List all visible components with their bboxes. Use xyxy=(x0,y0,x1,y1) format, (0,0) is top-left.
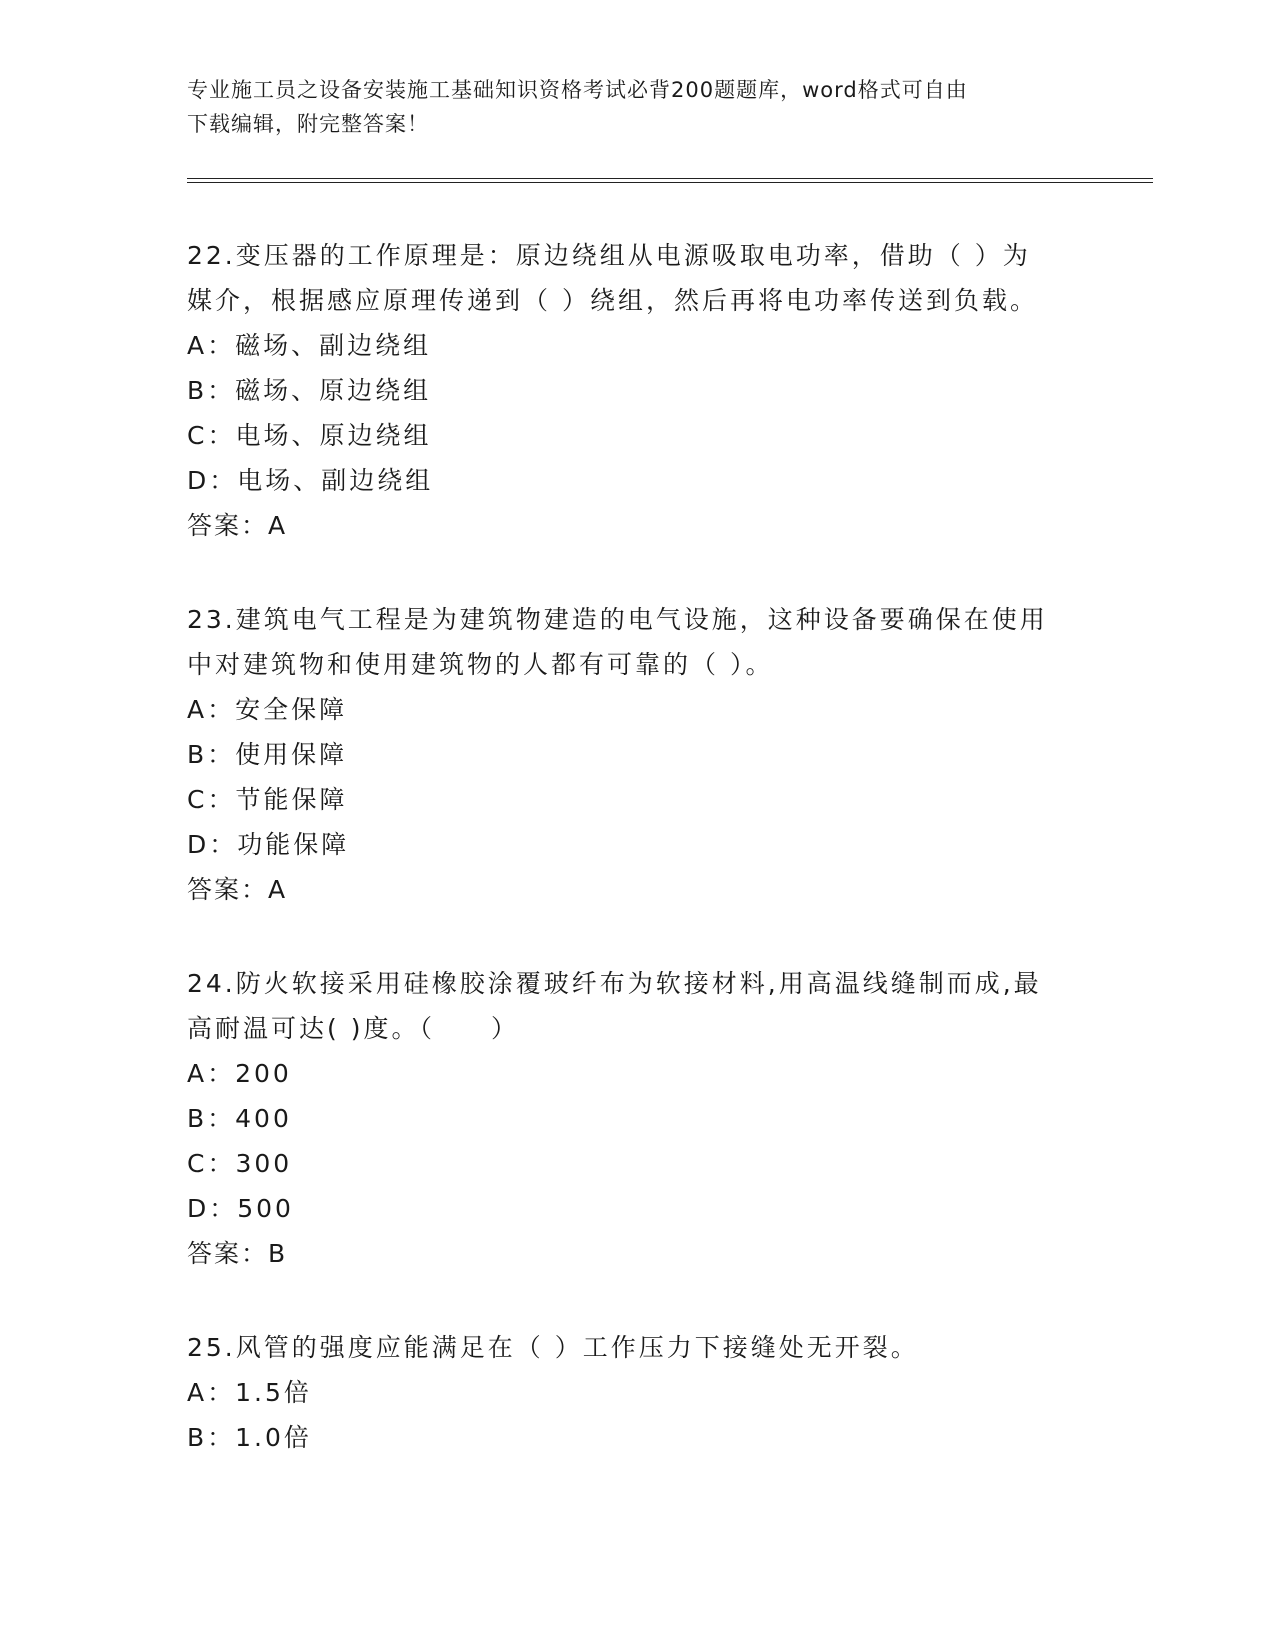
option-a: A：200 xyxy=(187,1059,292,1088)
question-text-line-1: 24.防火软接采用硅橡胶涂覆玻纤布为软接材料,用高温线缝制而成,最 xyxy=(187,969,1042,998)
option-b: B：1.0倍 xyxy=(187,1423,312,1452)
option-b: B：400 xyxy=(187,1104,292,1133)
option-c: C：300 xyxy=(187,1149,293,1178)
document-header xyxy=(187,73,1067,141)
question-text-line-2: 中对建筑物和使用建筑物的人都有可靠的（ ）。 xyxy=(187,650,774,679)
question-22 xyxy=(187,233,1087,548)
option-c: C：节能保障 xyxy=(187,785,348,814)
answer: 答案：A xyxy=(187,875,288,904)
option-d: D：电场、副边绕组 xyxy=(187,466,434,495)
option-b: B：磁场、原边绕组 xyxy=(187,376,432,405)
option-a: A：磁场、副边绕组 xyxy=(187,331,432,360)
answer: 答案：A xyxy=(187,511,288,540)
option-a: A：1.5倍 xyxy=(187,1378,312,1407)
question-25 xyxy=(187,1325,1087,1460)
option-b: B：使用保障 xyxy=(187,740,348,769)
header-divider-bottom xyxy=(187,182,1153,183)
question-text-line-1: 25.风管的强度应能满足在（ ）工作压力下接缝处无开裂。 xyxy=(187,1333,919,1362)
option-d: D：功能保障 xyxy=(187,830,350,859)
option-a: A：安全保障 xyxy=(187,695,348,724)
question-24 xyxy=(187,961,1087,1276)
question-text-line-1: 22.变压器的工作原理是：原边绕组从电源吸取电功率，借助（ ）为 xyxy=(187,241,1031,270)
question-text-line-1: 23.建筑电气工程是为建筑物建造的电气设施，这种设备要确保在使用 xyxy=(187,605,1048,634)
header-title-line-1: 专业施工员之设备安装施工基础知识资格考试必背200题题库，word格式可自由 xyxy=(187,78,968,102)
answer: 答案：B xyxy=(187,1239,288,1268)
option-c: C：电场、原边绕组 xyxy=(187,421,432,450)
question-text-line-2: 高耐温可达( )度。（ ） xyxy=(187,1014,519,1043)
header-divider-top xyxy=(187,178,1153,179)
question-text-line-2: 媒介，根据感应原理传递到（ ）绕组，然后再将电功率传送到负载。 xyxy=(187,286,1038,315)
question-23 xyxy=(187,597,1087,912)
option-d: D：500 xyxy=(187,1194,294,1223)
header-title-line-2: 下载编辑，附完整答案！ xyxy=(187,112,429,136)
